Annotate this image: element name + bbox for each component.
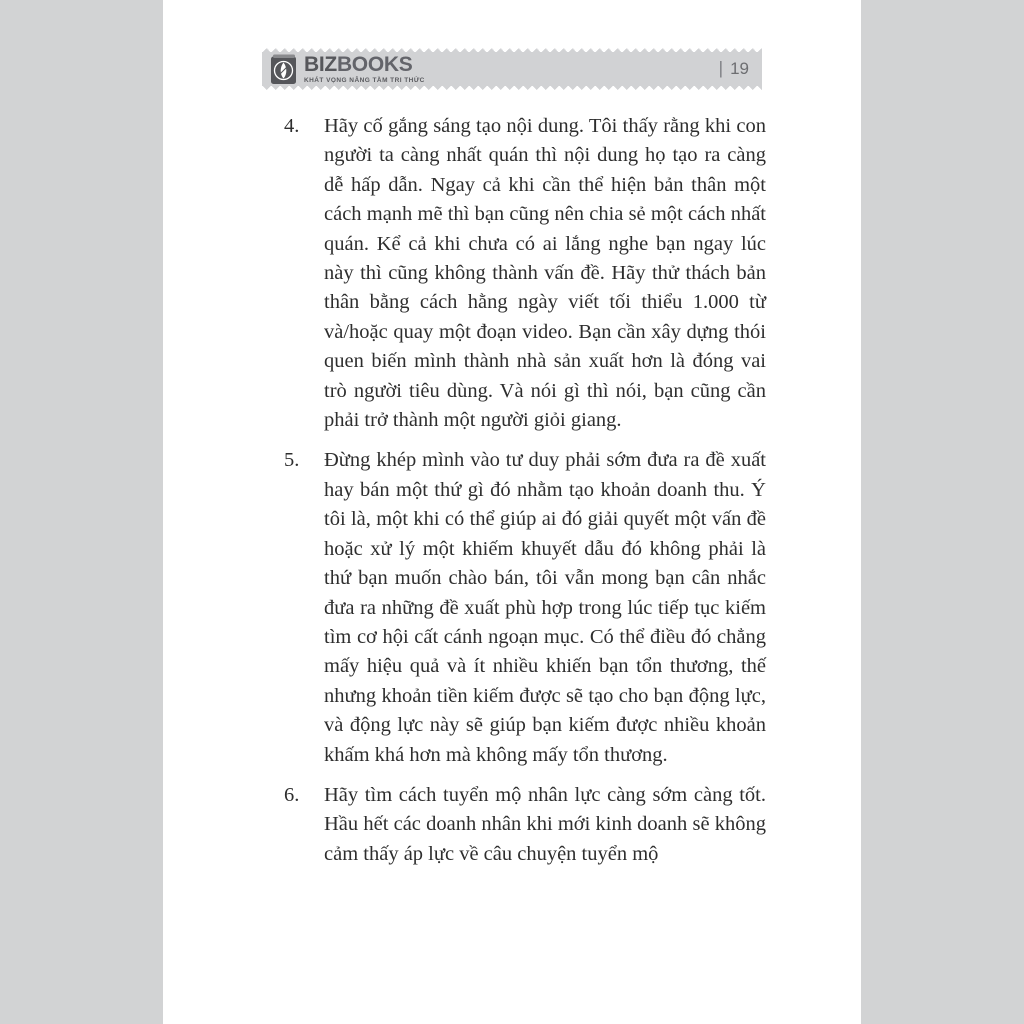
page-number-separator: | — [718, 58, 724, 79]
brand-block — [304, 52, 425, 84]
item-text: Đừng khép mình vào tư duy phải sớm đưa ra đề xuất hay bán một thứ gì đó nhằm tạo khoản doanh thu. Ý tôi là, một khi có thể giúp ai đó giải quyết một vấn đề hoặc xử lý một khiếm khuyết dẫu đó không phải là thứ bạn muốn chào bán, tôi vẫn mong bạn cân nhắc đưa ra những đề xuất phù hợp trong lúc tiếp tục kiếm tìm cơ hội cất cánh ngoạn mục. Có thể điều đó chẳng mấy hiệu quả và ít nhiều khiến bạn tổn thương, thế nhưng khoản tiền kiếm được sẽ tạo cho bạn động lực, và động lực này sẽ giúp bạn kiếm được nhiều khoản khấm khá hơn mà không mấy tổn thương. — [324, 449, 766, 766]
item-text: Hãy cố gắng sáng tạo nội dung. Tôi thấy rằng khi con người ta càng nhất quán thì nội dung họ tạo ra càng dễ hấp dẫn. Ngay cả khi cần thể hiện bản thân một cách mạnh mẽ thì bạn cũng nên chia sẻ một cách nhất quán. Kể cả khi chưa có ai lắng nghe bạn ngay lúc này thì cũng không thành vấn đề. Hãy thử thách bản thân bằng cách hằng ngày viết tối thiểu 1.000 từ và/hoặc quay một đoạn video. Bạn cần xây dựng thói quen biến mình thành nhà sản xuất hơn là đóng vai trò người tiêu dùng. Và nói gì thì nói, bạn cũng cần phải trở thành một người giỏi giang. — [324, 115, 766, 432]
item-text: Hãy tìm cách tuyển mộ nhân lực càng sớm càng tốt. Hầu hết các doanh nhân khi mới kinh doanh sẽ không cảm thấy áp lực về câu chuyện tuyển mộ — [324, 783, 766, 865]
list-item — [284, 781, 766, 869]
header-stamp-bar — [262, 52, 762, 86]
item-number: 5. — [284, 449, 300, 472]
list-item — [284, 446, 766, 769]
numbered-list — [284, 112, 766, 880]
brand-tagline: KHÁT VỌNG NÂNG TẦM TRI THỨC — [304, 76, 425, 84]
item-number: 4. — [284, 115, 300, 137]
page-number-value: 19 — [730, 59, 749, 78]
book-logo-icon — [270, 54, 297, 85]
brand-rest: BOOKS — [336, 52, 413, 76]
list-item — [284, 112, 766, 435]
brand-bold: BIZ — [304, 52, 337, 76]
brand-name — [304, 52, 425, 76]
item-number: 6. — [284, 783, 300, 806]
bizbooks-logo — [270, 54, 425, 85]
book-page — [163, 0, 861, 1024]
page-number — [719, 59, 749, 79]
